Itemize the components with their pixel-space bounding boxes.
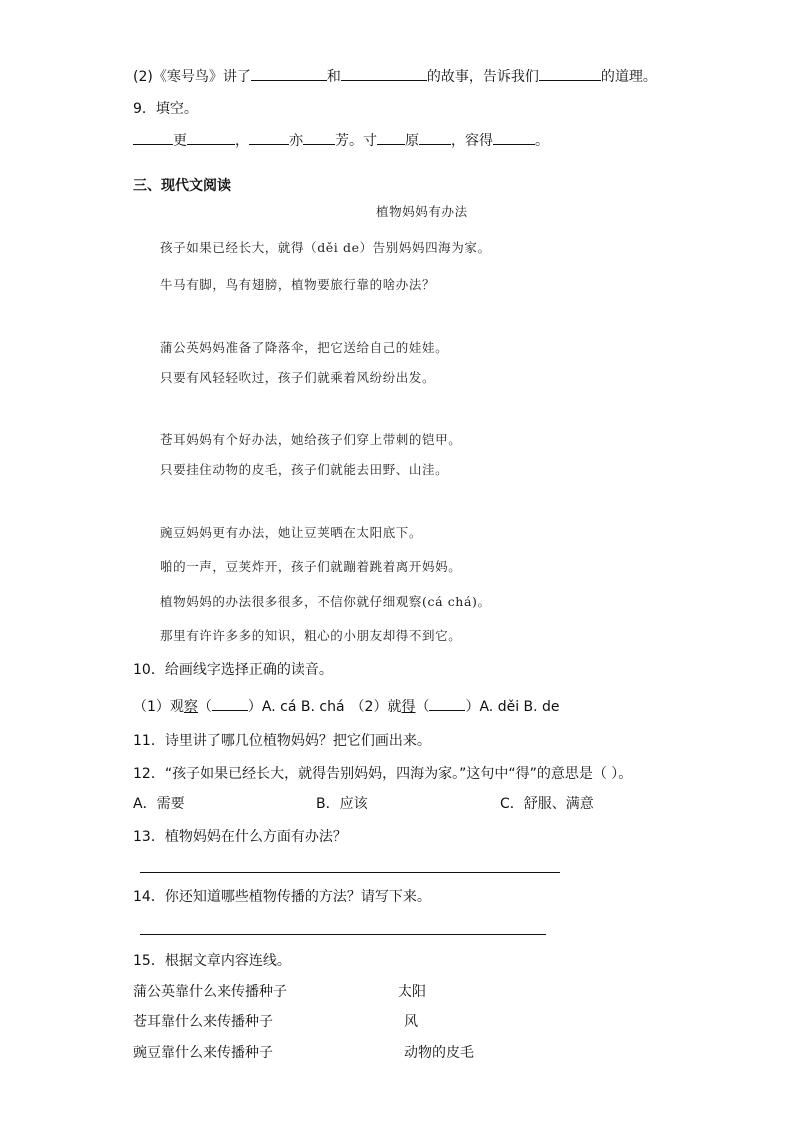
q15-left-item[interactable]: 豌豆靠什么来传播种子	[133, 1045, 273, 1061]
poem-line: 只要挂住动物的皮毛，孩子们就能去田野、山洼。	[160, 462, 449, 477]
q14-text: 14．你还知道哪些植物传播的方法？请写下来。	[133, 889, 431, 905]
q9-p3: 亦	[289, 133, 303, 149]
q12-option-c[interactable]: C．舒服、满意	[500, 796, 594, 812]
poem-line: 牛马有脚，鸟有翅膀，植物要旅行靠的啥办法？	[160, 277, 436, 292]
q9-blank-4[interactable]	[303, 130, 335, 145]
q13-answer-line[interactable]	[140, 872, 560, 873]
poem-line: 啪的一声，豆荚炸开，孩子们就蹦着跳着离开妈妈。	[160, 559, 462, 574]
q12-option-a[interactable]: A．需要	[133, 796, 185, 812]
q9-p5: 原	[405, 133, 419, 149]
q10-part2-paren-open: （	[415, 699, 430, 715]
q10-part1-paren-close: ）	[247, 699, 262, 715]
q10-part2-char: 得	[401, 699, 416, 715]
poem-line: 植物妈妈的办法很多很多，不信你就仔细观察(cá chá)。	[160, 594, 491, 609]
q10-blank-1[interactable]	[212, 696, 248, 711]
q8-blank-2[interactable]	[341, 66, 427, 81]
q10-part1-prefix: （1）观	[133, 699, 184, 715]
q11-text: 11．诗里讲了哪几位植物妈妈？把它们画出来。	[133, 733, 431, 749]
q10-title: 10．给画线字选择正确的读音。	[133, 662, 333, 678]
q10-part1-options: A. cá B. chá	[261, 699, 345, 715]
q9-p4: 芳。寸	[335, 133, 377, 149]
q10-part1-char: 察	[183, 699, 198, 715]
q10-options-line	[133, 696, 560, 717]
q12-option-b[interactable]: B．应该	[316, 796, 368, 812]
q9-blank-3[interactable]	[249, 130, 289, 145]
poem-line: 孩子如果已经长大，就得（děi de）告别妈妈四海为家。	[160, 240, 491, 255]
q9-p2: ，	[235, 133, 249, 149]
q15-left-item[interactable]: 苍耳靠什么来传播种子	[133, 1014, 273, 1030]
q9-blank-2[interactable]	[187, 130, 235, 145]
poem-title: 植物妈妈有办法	[376, 204, 468, 219]
q15-title: 15．根据文章内容连线。	[133, 953, 291, 969]
q15-right-item[interactable]: 太阳	[398, 984, 426, 1000]
q15-right-item[interactable]: 风	[404, 1014, 418, 1030]
q8-part2-line	[133, 66, 657, 87]
poem-line: 那里有许许多多的知识，粗心的小朋友却得不到它。	[160, 628, 462, 643]
poem-line: 只要有风轻轻吹过，孩子们就乘着风纷纷出发。	[160, 370, 436, 385]
poem-line: 蒲公英妈妈准备了降落伞，把它送给自己的娃娃。	[160, 340, 449, 355]
q8-prefix: (2)《寒号鸟》讲了	[133, 69, 251, 85]
poem-line: 苍耳妈妈有个好办法，她给孩子们穿上带刺的铠甲。	[160, 432, 462, 447]
q8-and: 和	[326, 69, 341, 85]
q9-fill-line	[133, 130, 549, 151]
q10-part2-prefix: （2）就	[350, 699, 402, 715]
poem-line: 豌豆妈妈更有办法，她让豆荚晒在太阳底下。	[160, 525, 423, 540]
q10-blank-2[interactable]	[429, 696, 465, 711]
q9-blank-5[interactable]	[377, 130, 405, 145]
q8-end: 的道理。	[600, 69, 657, 85]
q12-text: 12．“孩子如果已经长大，就得告别妈妈，四海为家。”这句中“得”的意思是（ ）。	[133, 766, 633, 782]
q10-part2-options: A. děi B. de	[479, 699, 560, 715]
q9-p6: ，容得	[451, 133, 493, 149]
q8-blank-1[interactable]	[251, 66, 327, 81]
q9-p7: 。	[535, 133, 549, 149]
q8-story: 的故事，告诉我们	[426, 69, 539, 85]
q9-blank-7[interactable]	[493, 130, 535, 145]
q14-answer-line[interactable]	[140, 934, 546, 935]
q15-right-item[interactable]: 动物的皮毛	[404, 1045, 474, 1061]
q13-text: 13．植物妈妈在什么方面有办法？	[133, 829, 347, 845]
q10-part2-paren-close: ）	[465, 699, 480, 715]
q15-left-item[interactable]: 蒲公英靠什么来传播种子	[133, 984, 287, 1000]
section-heading: 三、现代文阅读	[133, 178, 231, 194]
q8-blank-3[interactable]	[539, 66, 601, 81]
q9-title: 9．填空。	[133, 101, 198, 117]
q9-blank-1[interactable]	[133, 130, 173, 145]
q9-p1: 更	[173, 133, 187, 149]
q10-part1-paren-open: （	[197, 699, 212, 715]
q9-blank-6[interactable]	[419, 130, 451, 145]
